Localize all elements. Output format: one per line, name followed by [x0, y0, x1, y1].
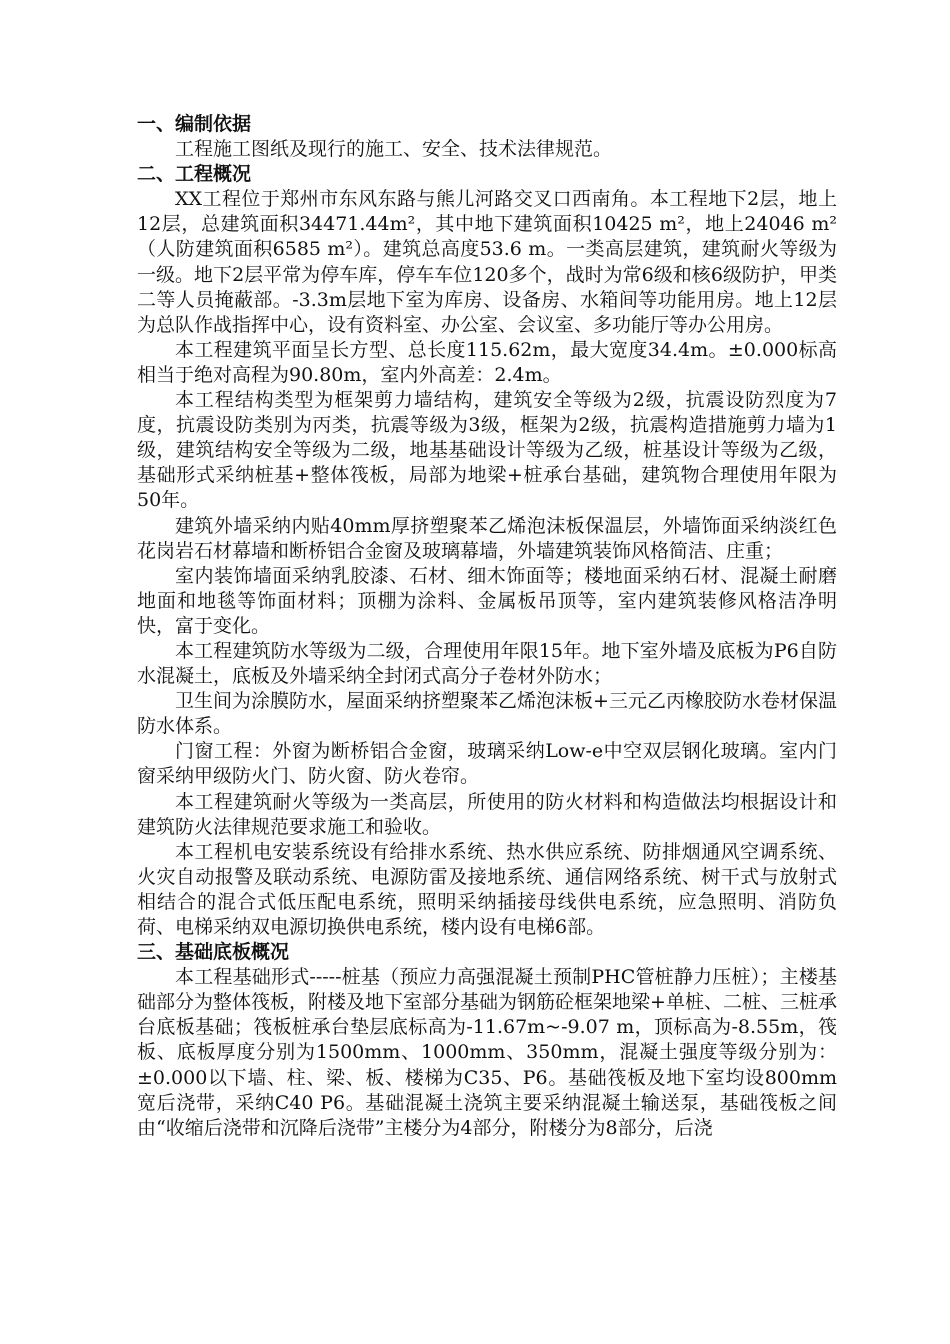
section-heading-overview: 二、工程概况: [137, 163, 252, 186]
section-heading-foundation: 三、基础底板概况: [137, 941, 290, 964]
section-heading-basis: 一、编制依据: [137, 113, 252, 135]
overview-paragraph-interior: 室内装饰墙面采纳乳胶漆、石材、细木饰面等；楼地面采纳石材、混凝土耐磨地面和地毯等饰面材料；顶棚为涂料、金属板吊顶等，室内建筑装修风格洁净明快，富于变化。: [137, 564, 837, 637]
overview-paragraph-waterproof: 本工程建筑防水等级为二级，合理使用年限15年。地下室外墙及底板为P6自防水混凝土，底板及外墙采纳全封闭式高分子卷材外防水；: [137, 639, 837, 688]
basis-paragraph: 工程施工图纸及现行的施工、安全、技术法律规范。: [175, 138, 613, 161]
overview-paragraph-location: XX工程位于郑州市东风东路与熊儿河路交叉口西南角。本工程地下2层，地上12层，总建筑面积34471.44m²，其中地下建筑面积10425 m²，地上24046 m² （人防建筑面积6585 m²）。建筑总高度53.6 m。一类高层建筑，建筑耐火等级为一级。地下2层平常为停车库，停车车位120多个，战时为常6级和核6级防护，甲类二等人员掩蔽部。-3.3m层地下室为库房、设备房、水箱间等功能用房。地上12层为总队作战指挥中心，设有资料室、办公室、会议室、多功能厅等办公用房。: [137, 188, 837, 336]
overview-paragraph-fire: 本工程建筑耐火等级为一类高层，所使用的防火材料和构造做法均根据设计和建筑防火法律规范要求施工和验收。: [137, 790, 837, 838]
overview-paragraph-mep: 本工程机电安装系统设有给排水系统、热水供应系统、防排烟通风空调系统、火灾自动报警及联动系统、电源防雷及接地系统、通信网络系统、树干式与放射式相结合的混合式低压配电系统，照明采纳插接母线供电系统，应急照明、消防负荷、电梯采纳双电源切换供电系统，楼内设有电梯6部。: [137, 840, 837, 938]
overview-paragraph-plan: 本工程建筑平面呈长方型、总长度115.62m，最大宽度34.4m。±0.000标高相当于绝对高程为90.80m，室内外高差：2.4m。: [137, 338, 837, 386]
document-page: [137, 112, 837, 1141]
overview-paragraph-structure: 本工程结构类型为框架剪力墙结构，建筑安全等级为2级，抗震设防烈度为7度，抗震设防类别为丙类，抗震等级为3级，框架为2级，抗震构造措施剪力墙为1级，建筑结构安全等级为二级，地基基础设计等级为乙级，桩基设计等级为乙级，基础形式采纳桩基+整体筏板，局部为地梁+桩承台基础，建筑物合理使用年限为50年。: [137, 389, 837, 512]
overview-paragraph-exterior: 建筑外墙采纳内贴40mm厚挤塑聚苯乙烯泡沫板保温层，外墙饰面采纳淡红色花岗岩石材幕墙和断桥铝合金窗及玻璃幕墙，外墙建筑装饰风格简洁、庄重；: [137, 514, 837, 562]
overview-paragraph-windows: 门窗工程：外窗为断桥铝合金窗，玻璃采纳Low-e中空双层钢化玻璃。室内门窗采纳甲级防火门、防火窗、防火卷帘。: [137, 740, 837, 788]
foundation-paragraph: 本工程基础形式-----桩基（预应力高强混凝土预制PHC管桩静力压桩）；主楼基础部分为整体筏板，附楼及地下室部分基础为钢筋砼框架地梁+单桩、二桩、三桩承台底板基础；筏板桩承台垫层底标高为-11.67m~-9.07 m，顶标高为-8.55m，筏板、底板厚度分别为1500mm、1000mm、350mm，混凝土强度等级分别为：±0.000以下墙、柱、梁、板、楼梯为C35、P6。基础筏板及地下室均设800mm宽后浇带，采纳C40 P6。基础混凝土浇筑主要采纳混凝土输送泵，基础筏板之间由“收缩后浇带和沉降后浇带”主楼分为4部分，附楼分为8部分，后浇: [137, 966, 837, 1139]
overview-paragraph-bathroom: 卫生间为涂膜防水，屋面采纳挤塑聚苯乙烯泡沫板+三元乙丙橡胶防水卷材保温防水体系。: [137, 690, 837, 738]
